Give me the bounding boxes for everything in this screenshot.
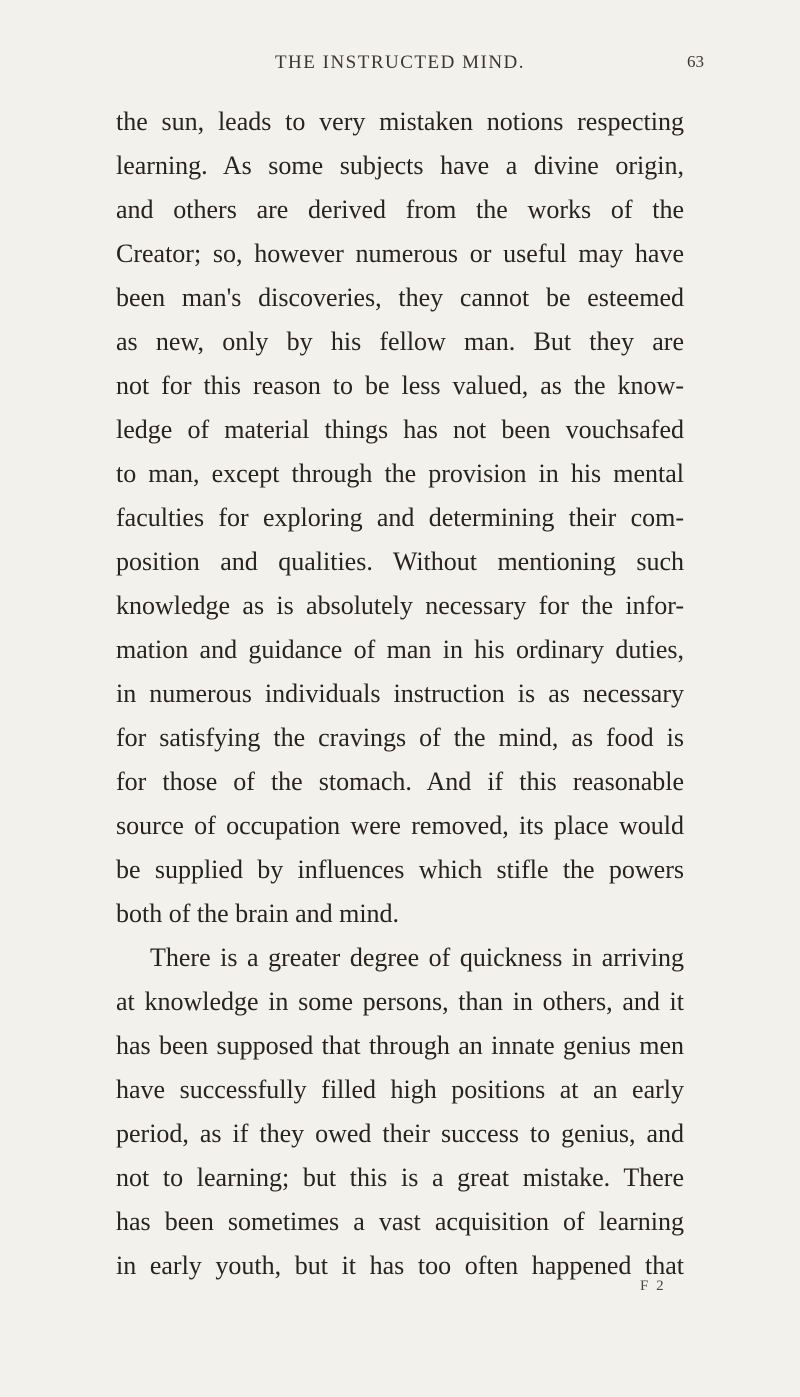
text-line: period, as if they owed their success to genius, and [116, 1119, 684, 1148]
running-head [0, 52, 800, 82]
text-line: have successfully filled high positions at an early [116, 1075, 684, 1104]
text-line: source of occupation were removed, its place would [116, 811, 684, 840]
text-line: been man's discoveries, they cannot be esteemed [116, 283, 684, 312]
text-line: and others are derived from the works of the [116, 195, 684, 224]
text-line: not for this reason to be less valued, as the know- [116, 371, 684, 400]
text-line: position and qualities. Without mentioning such [116, 547, 684, 576]
text-line: as new, only by his fellow man. But they are [116, 327, 684, 356]
text-line: faculties for exploring and determining their com- [116, 503, 684, 532]
text-line: to man, except through the provision in his mental [116, 459, 684, 488]
text-line: be supplied by influences which stifle the powers [116, 855, 684, 884]
text-line: learning. As some subjects have a divine origin, [116, 151, 684, 180]
running-title: THE INSTRUCTED MIND. [274, 52, 526, 73]
text-line: There is a greater degree of quickness in arriving [150, 943, 684, 972]
text-line: not to learning; but this is a great mistake. There [116, 1163, 684, 1192]
text-line: both of the brain and mind. [116, 899, 400, 928]
text-line: in numerous individuals instruction is as necessary [116, 679, 684, 708]
text-line: Creator; so, however numerous or useful may have [116, 239, 684, 268]
text-line: ledge of material things has not been vouchsafed [116, 415, 684, 444]
text-line: in early youth, but it has too often happened that [116, 1251, 684, 1280]
text-line: mation and guidance of man in his ordinary duties, [116, 635, 684, 664]
text-line: for those of the stomach. And if this reasonable [116, 767, 684, 796]
text-line: has been supposed that through an innate genius men [116, 1031, 684, 1060]
text-line: knowledge as is absolutely necessary for the infor- [116, 591, 684, 620]
page-number: 63 [687, 52, 704, 71]
signature-mark: F 2 [640, 1278, 666, 1294]
text-line: at knowledge in some persons, than in others, and it [116, 987, 684, 1016]
text-line: the sun, leads to very mistaken notions respecting [116, 107, 684, 136]
text-line: for satisfying the cravings of the mind, as food is [116, 723, 684, 752]
text-line: has been sometimes a vast acquisition of learning [116, 1207, 684, 1236]
